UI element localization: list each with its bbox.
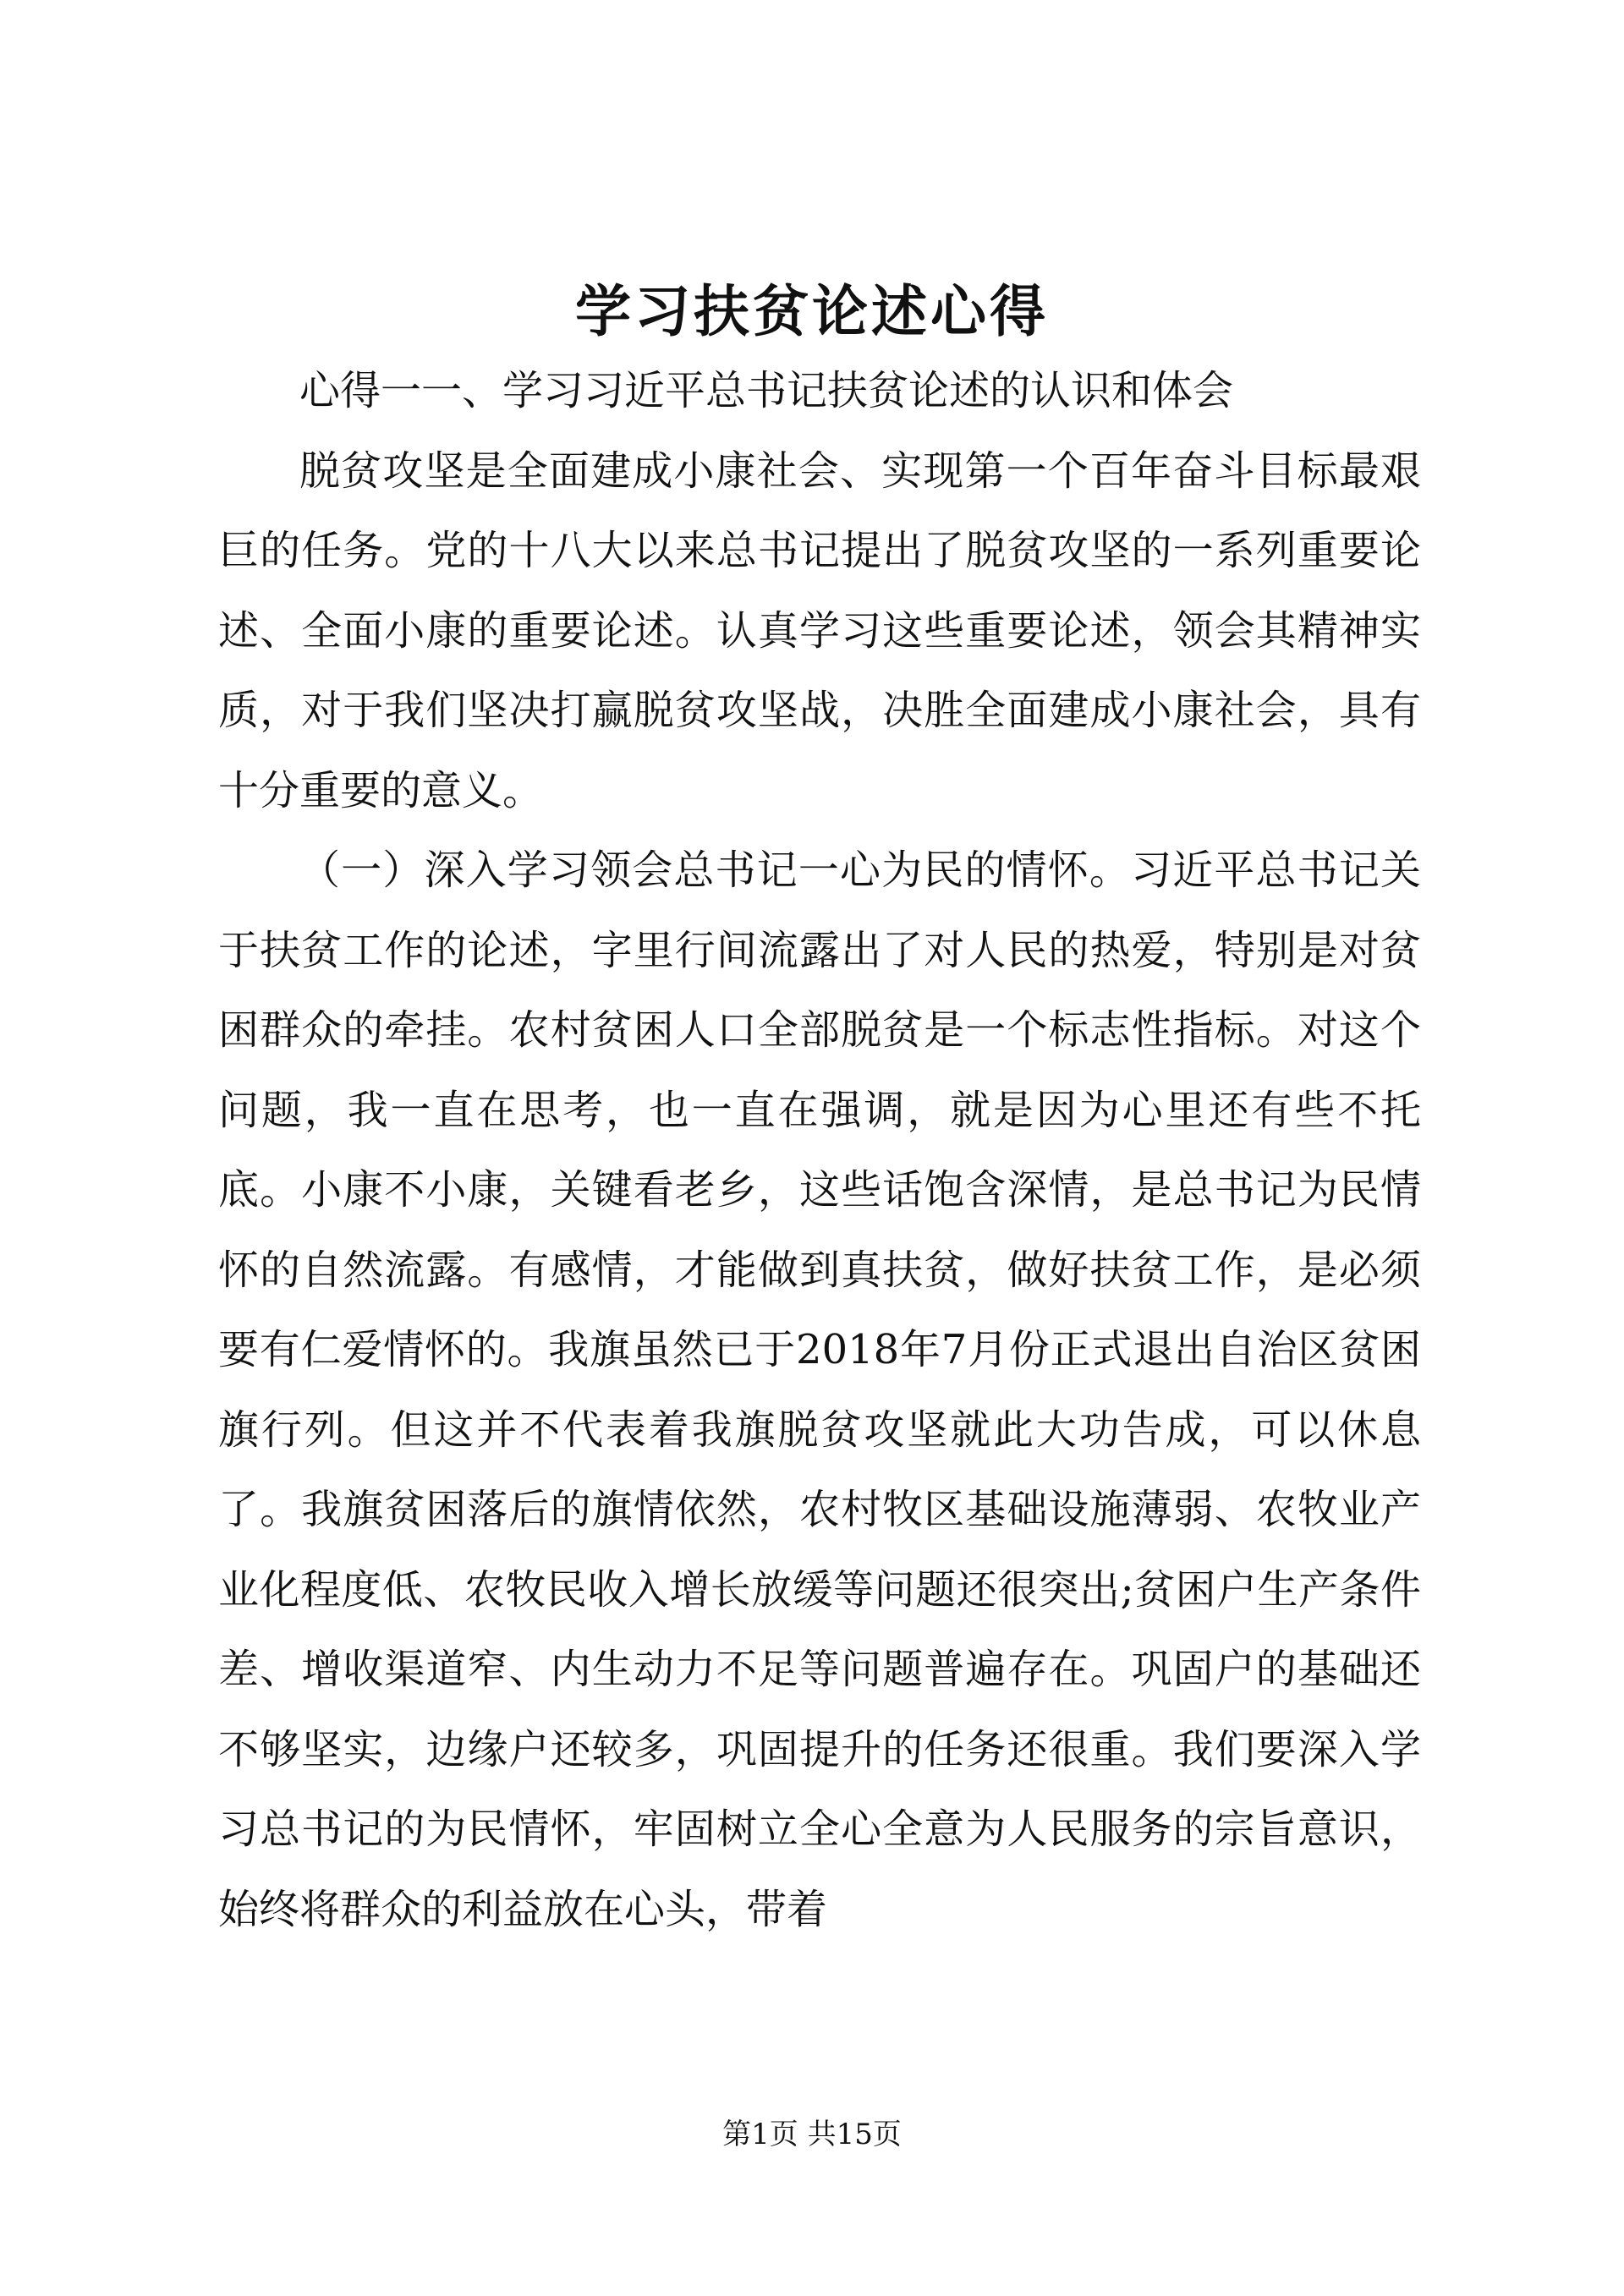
document-title: 学习扶贫论述心得 bbox=[575, 278, 1049, 344]
page-number-footer: 第1页 共15页 bbox=[722, 2118, 902, 2151]
section-heading: 心得一一、学习习近平总书记扶贫论述的认识和体会 bbox=[299, 367, 1234, 414]
paragraph-intro: 脱贫攻坚是全面建成小康社会、实现第一个百年奋斗目标最艰巨的任务。党的十八大以来总书记提出了脱贫攻坚的一系列重要论述、全面小康的重要论述。认真学习这些重要论述，领会其精神实质，对于我们坚决打赢脱贫攻坚战，决胜全面建成小康社会，具有十分重要的意义。 bbox=[218, 447, 1421, 814]
paragraph-section-one: （一）深入学习领会总书记一心为民的情怀。习近平总书记关于扶贫工作的论述，字里行间流露出了对人民的热爱，特别是对贫困群众的牵挂。农村贫困人口全部脱贫是一个标志性指标。对这个问题，我一直在思考，也一直在强调，就是因为心里还有些不托底。小康不小康，关键看老乡，这些话饱含深情，是总书记为民情怀的自然流露。有感情，才能做到真扶贫，做好扶贫工作，是必须要有仁爱情怀的。我旗虽然已于2018年7月份正式退出自治区贫困旗行列。但这并不代表着我旗脱贫攻坚就此大功告成，可以休息了。我旗贫困落后的旗情依然，农村牧区基础设施薄弱、农牧业产业化程度低、农牧民收入增长放缓等问题还很突出;贫困户生产条件差、增收渠道窄、内生动力不足等问题普遍存在。巩固户的基础还不够坚实，边缘户还较多，巩固提升的任务还很重。我们要深入学习总书记的为民情怀，牢固树立全心全意为人民服务的宗旨意识，始终将群众的利益放在心头，带着 bbox=[218, 847, 1421, 1933]
document-body bbox=[218, 351, 1421, 1949]
